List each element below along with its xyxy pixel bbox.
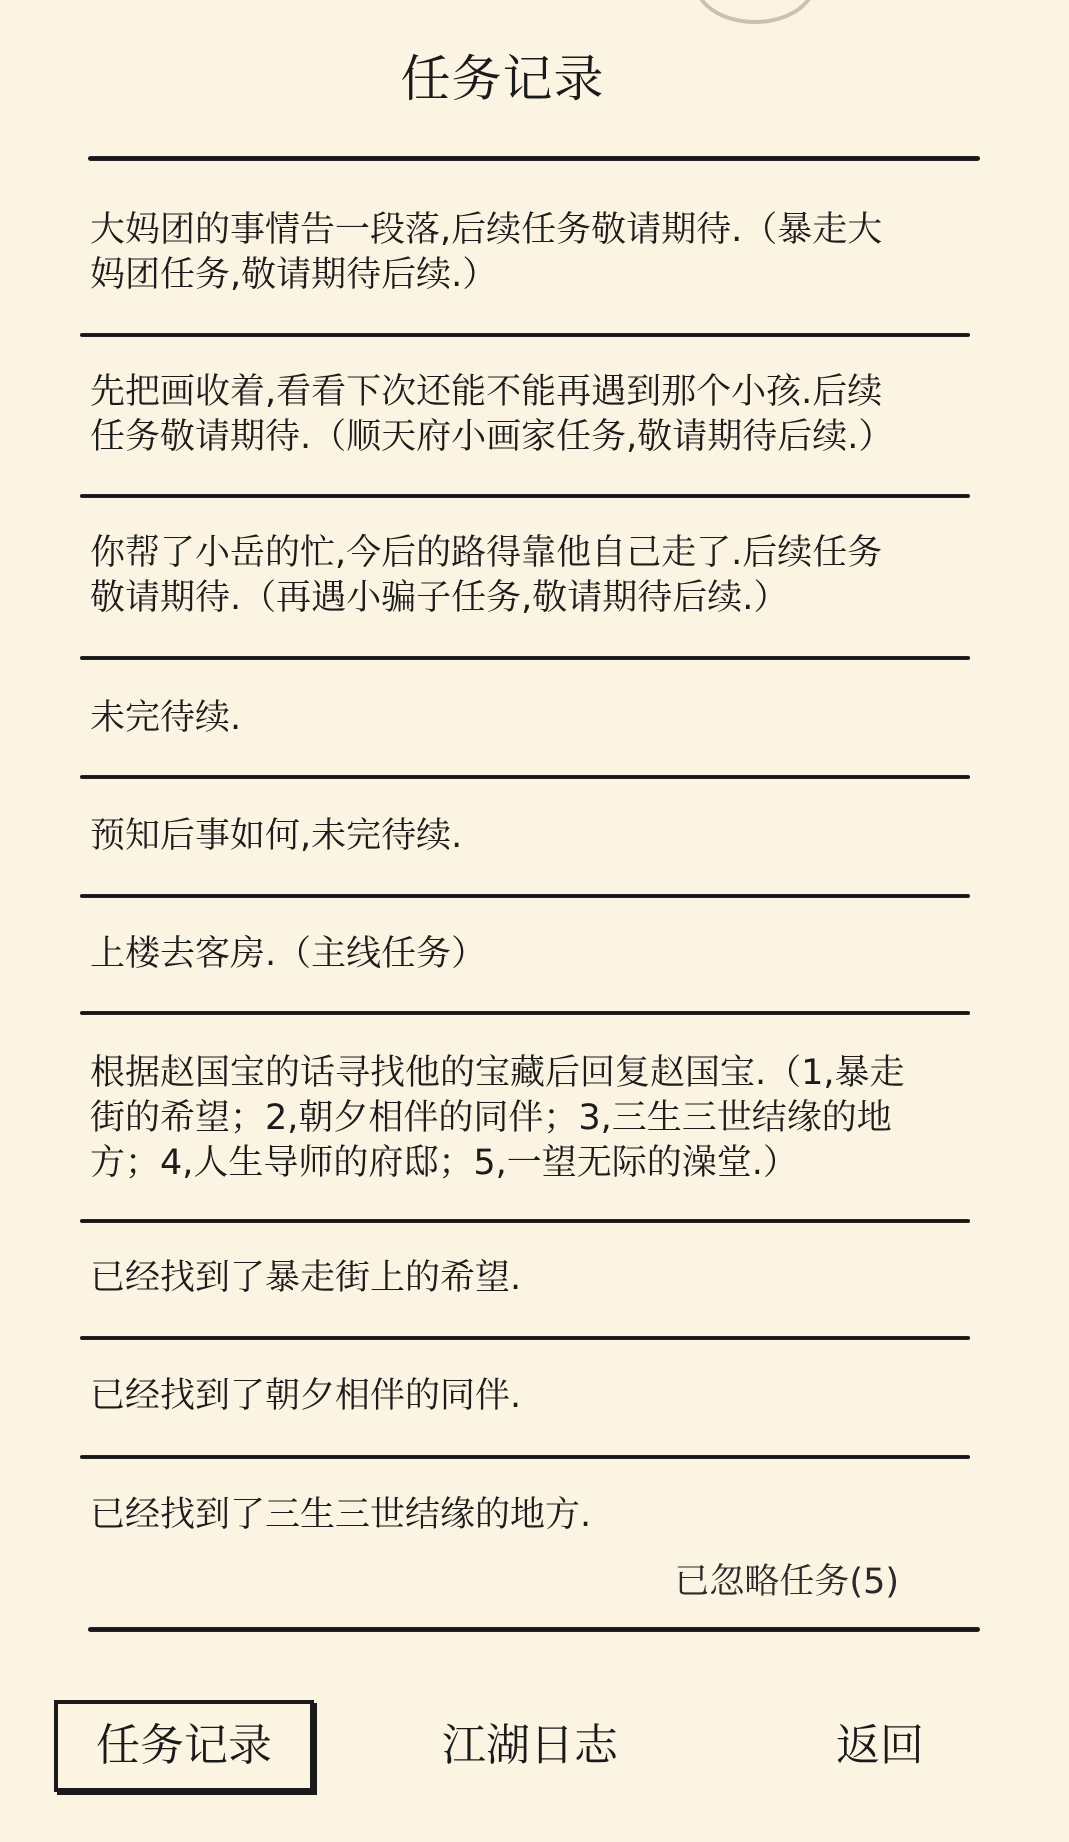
task-item[interactable]: 已经找到了三生三世结缘的地方.	[90, 1495, 592, 1535]
divider	[80, 1455, 970, 1459]
divider	[80, 894, 970, 898]
divider	[80, 333, 970, 337]
task-item[interactable]: 预知后事如何,未完待续.	[90, 816, 463, 856]
task-item[interactable]: 先把画收着,看看下次还能不能再遇到那个小孩.后续 任务敬请期待.（顺天府小画家任务,敬请期待后续.）	[90, 372, 894, 457]
divider	[80, 1336, 970, 1340]
divider	[80, 1011, 970, 1015]
task-item[interactable]: 上楼去客房.（主线任务）	[90, 934, 487, 974]
divider	[80, 656, 970, 660]
divider	[80, 775, 970, 779]
divider	[80, 494, 970, 498]
ignored-tasks-button[interactable]: 已忽略任务(5)	[674, 1562, 899, 1602]
divider	[88, 1627, 980, 1632]
divider	[88, 156, 980, 161]
divider	[80, 1219, 970, 1223]
task-item[interactable]: 未完待续.	[90, 698, 242, 738]
task-item[interactable]: 已经找到了暴走街上的希望.	[90, 1258, 522, 1298]
task-item[interactable]: 根据赵国宝的话寻找他的宝藏后回复赵国宝.（1,暴走 街的希望；2,朝夕相伴的同伴；3,三生三世结缘的地 方；4,人生导师的府邸；5,一望无际的澡堂.）	[90, 1053, 905, 1183]
task-item[interactable]: 大妈团的事情告一段落,后续任务敬请期待.（暴走大 妈团任务,敬请期待后续.）	[90, 210, 883, 295]
task-item[interactable]: 你帮了小岳的忙,今后的路得靠他自己走了.后续任务 敬请期待.（再遇小骗子任务,敬请期待后续.）	[90, 533, 883, 618]
task-item[interactable]: 已经找到了朝夕相伴的同伴.	[90, 1376, 522, 1416]
top-handle	[694, 0, 816, 24]
page-title: 任务记录	[400, 50, 605, 108]
tab-task-record[interactable]: 任务记录	[54, 1700, 314, 1792]
tab-jianghu-log[interactable]: 江湖日志	[442, 1720, 618, 1771]
back-button[interactable]: 返回	[836, 1720, 924, 1771]
bottom-tab-bar	[0, 1700, 1069, 1800]
